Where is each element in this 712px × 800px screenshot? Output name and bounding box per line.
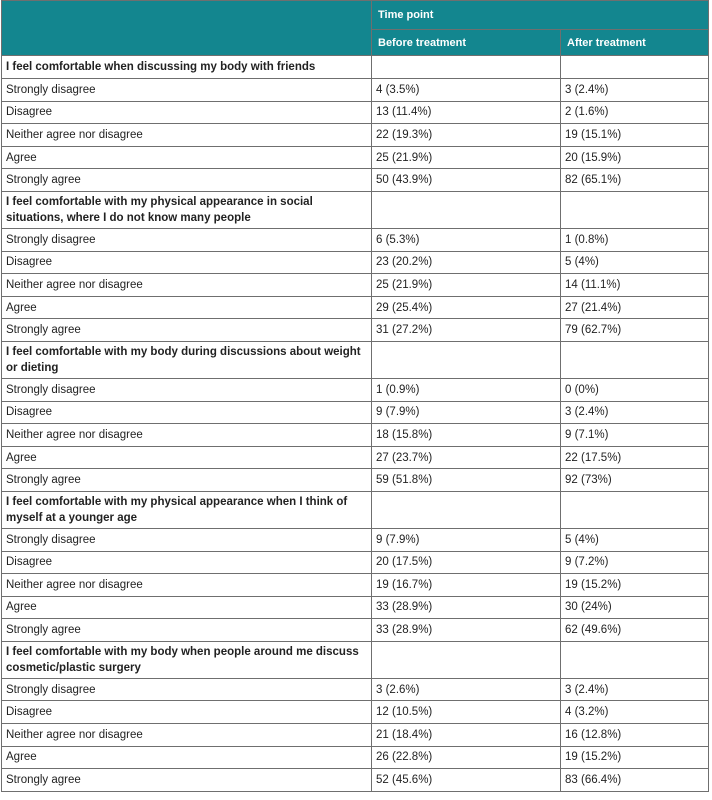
before-value: 33 (28.9%) <box>372 596 561 619</box>
response-label: Agree <box>2 146 372 169</box>
before-value: 50 (43.9%) <box>372 169 561 192</box>
before-value: 3 (2.6%) <box>372 678 561 701</box>
table-row <box>2 124 709 147</box>
response-label: Strongly disagree <box>2 228 372 251</box>
table-row <box>2 101 709 124</box>
after-value: 3 (2.4%) <box>561 79 709 102</box>
after-value: 62 (49.6%) <box>561 619 709 642</box>
response-label: Agree <box>2 446 372 469</box>
table-row <box>2 551 709 574</box>
response-label: Strongly agree <box>2 169 372 192</box>
response-label: Disagree <box>2 701 372 724</box>
after-value: 30 (24%) <box>561 596 709 619</box>
question-row <box>2 341 709 378</box>
before-value: 4 (3.5%) <box>372 79 561 102</box>
table-row <box>2 574 709 597</box>
after-value: 79 (62.7%) <box>561 319 709 342</box>
response-label: Strongly agree <box>2 319 372 342</box>
response-label: Strongly agree <box>2 619 372 642</box>
response-label: Neither agree nor disagree <box>2 424 372 447</box>
response-label: Strongly agree <box>2 769 372 792</box>
after-value: 1 (0.8%) <box>561 228 709 251</box>
table-row <box>2 424 709 447</box>
response-label: Disagree <box>2 401 372 424</box>
before-value: 26 (22.8%) <box>372 746 561 769</box>
before-value: 33 (28.9%) <box>372 619 561 642</box>
after-value: 19 (15.1%) <box>561 124 709 147</box>
before-value: 1 (0.9%) <box>372 378 561 401</box>
question-text: I feel comfortable with my physical appearance in social situations, where I do not know many people <box>2 191 372 228</box>
before-value: 25 (21.9%) <box>372 146 561 169</box>
question-empty-cell <box>372 56 561 79</box>
before-value: 18 (15.8%) <box>372 424 561 447</box>
time-point-header: Time point <box>372 1 709 30</box>
question-empty-cell <box>372 641 561 678</box>
before-value: 31 (27.2%) <box>372 319 561 342</box>
response-label: Neither agree nor disagree <box>2 724 372 747</box>
before-value: 27 (23.7%) <box>372 446 561 469</box>
before-value: 23 (20.2%) <box>372 251 561 274</box>
after-value: 19 (15.2%) <box>561 746 709 769</box>
table-row <box>2 724 709 747</box>
before-value: 29 (25.4%) <box>372 296 561 319</box>
after-value: 9 (7.2%) <box>561 551 709 574</box>
after-value: 22 (17.5%) <box>561 446 709 469</box>
response-label: Strongly disagree <box>2 378 372 401</box>
response-label: Strongly disagree <box>2 678 372 701</box>
question-text: I feel comfortable when discussing my body with friends <box>2 56 372 79</box>
response-label: Strongly disagree <box>2 528 372 551</box>
before-value: 25 (21.9%) <box>372 274 561 297</box>
response-label: Disagree <box>2 551 372 574</box>
response-label: Agree <box>2 296 372 319</box>
response-label: Disagree <box>2 251 372 274</box>
table-row <box>2 746 709 769</box>
question-row <box>2 191 709 228</box>
before-value: 52 (45.6%) <box>372 769 561 792</box>
response-label: Neither agree nor disagree <box>2 124 372 147</box>
after-value: 27 (21.4%) <box>561 296 709 319</box>
survey-results-table <box>1 0 709 792</box>
after-value: 5 (4%) <box>561 251 709 274</box>
table-row <box>2 169 709 192</box>
header-blank-cell <box>2 1 372 56</box>
before-treatment-header: Before treatment <box>372 30 561 56</box>
table-header-row <box>2 1 709 30</box>
table-row <box>2 146 709 169</box>
response-label: Strongly agree <box>2 469 372 492</box>
table-row <box>2 769 709 792</box>
response-label: Agree <box>2 596 372 619</box>
before-value: 9 (7.9%) <box>372 401 561 424</box>
after-value: 83 (66.4%) <box>561 769 709 792</box>
after-value: 5 (4%) <box>561 528 709 551</box>
question-text: I feel comfortable with my body when people around me discuss cosmetic/plastic surgery <box>2 641 372 678</box>
response-label: Neither agree nor disagree <box>2 574 372 597</box>
question-empty-cell <box>561 191 709 228</box>
table-row <box>2 678 709 701</box>
question-empty-cell <box>561 341 709 378</box>
table-row <box>2 378 709 401</box>
question-text: I feel comfortable with my body during discussions about weight or dieting <box>2 341 372 378</box>
before-value: 22 (19.3%) <box>372 124 561 147</box>
after-value: 3 (2.4%) <box>561 401 709 424</box>
table-row <box>2 619 709 642</box>
question-row <box>2 641 709 678</box>
response-label: Neither agree nor disagree <box>2 274 372 297</box>
question-empty-cell <box>561 56 709 79</box>
after-value: 16 (12.8%) <box>561 724 709 747</box>
table-row <box>2 251 709 274</box>
response-label: Strongly disagree <box>2 79 372 102</box>
response-label: Agree <box>2 746 372 769</box>
question-row <box>2 56 709 79</box>
question-empty-cell <box>372 341 561 378</box>
before-value: 20 (17.5%) <box>372 551 561 574</box>
after-value: 4 (3.2%) <box>561 701 709 724</box>
response-label: Disagree <box>2 101 372 124</box>
table-row <box>2 469 709 492</box>
table-row <box>2 296 709 319</box>
question-row <box>2 491 709 528</box>
after-treatment-header: After treatment <box>561 30 709 56</box>
before-value: 9 (7.9%) <box>372 528 561 551</box>
question-empty-cell <box>561 641 709 678</box>
table-row <box>2 596 709 619</box>
after-value: 3 (2.4%) <box>561 678 709 701</box>
question-empty-cell <box>372 491 561 528</box>
table-row <box>2 274 709 297</box>
table-row <box>2 401 709 424</box>
table-row <box>2 701 709 724</box>
table-row <box>2 528 709 551</box>
after-value: 0 (0%) <box>561 378 709 401</box>
after-value: 92 (73%) <box>561 469 709 492</box>
before-value: 6 (5.3%) <box>372 228 561 251</box>
before-value: 19 (16.7%) <box>372 574 561 597</box>
before-value: 59 (51.8%) <box>372 469 561 492</box>
after-value: 19 (15.2%) <box>561 574 709 597</box>
after-value: 9 (7.1%) <box>561 424 709 447</box>
after-value: 82 (65.1%) <box>561 169 709 192</box>
question-text: I feel comfortable with my physical appearance when I think of myself at a younger age <box>2 491 372 528</box>
before-value: 21 (18.4%) <box>372 724 561 747</box>
before-value: 13 (11.4%) <box>372 101 561 124</box>
before-value: 12 (10.5%) <box>372 701 561 724</box>
table-row <box>2 79 709 102</box>
after-value: 20 (15.9%) <box>561 146 709 169</box>
question-empty-cell <box>561 491 709 528</box>
question-empty-cell <box>372 191 561 228</box>
after-value: 14 (11.1%) <box>561 274 709 297</box>
table-row <box>2 228 709 251</box>
table-row <box>2 446 709 469</box>
table-row <box>2 319 709 342</box>
after-value: 2 (1.6%) <box>561 101 709 124</box>
